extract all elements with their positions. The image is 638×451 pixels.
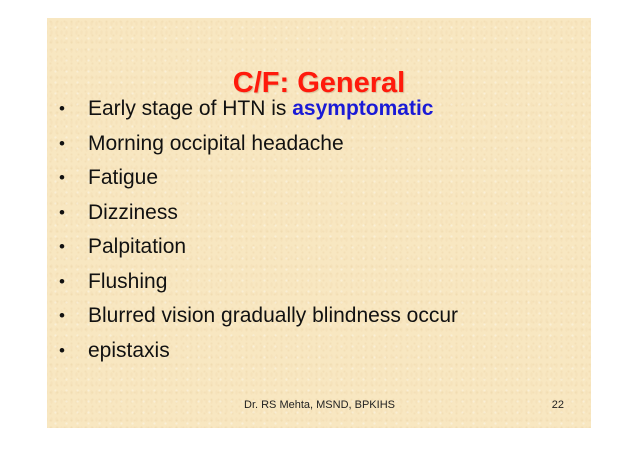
bullet-icon: •	[59, 133, 65, 153]
bullet-text: Palpitation	[88, 235, 187, 258]
bullet-icon: •	[59, 271, 65, 291]
slide	[47, 18, 591, 428]
bullet-text: Fatigue	[88, 166, 159, 189]
bullet-list	[47, 92, 591, 368]
bullet-emphasis: asymptomatic	[292, 97, 434, 120]
bullet-icon: •	[59, 340, 65, 360]
bullet-icon: •	[59, 306, 65, 325]
slide-title: C/F: General	[232, 67, 406, 99]
list-item	[47, 265, 591, 300]
list-item	[47, 127, 591, 162]
bullet-text-plain: Early stage of HTN is	[88, 97, 293, 120]
bullet-text: Morning occipital headache	[88, 131, 344, 155]
bullet-icon: •	[59, 202, 65, 222]
bullet-icon: •	[59, 99, 65, 118]
bullet-icon: •	[59, 168, 65, 187]
list-item	[47, 161, 591, 196]
list-item	[47, 92, 591, 127]
bullet-text: Blurred vision gradually blindness occur	[88, 304, 459, 327]
list-item	[47, 299, 591, 334]
list-item	[47, 334, 591, 369]
bullet-text	[88, 92, 433, 127]
bullet-text: Dizziness	[88, 200, 178, 224]
list-item	[47, 196, 591, 231]
list-item	[47, 230, 591, 265]
bullet-text: Flushing	[88, 269, 168, 293]
slide-footer: Dr. RS Mehta, MSND, BPKIHS	[244, 399, 395, 411]
bullet-text: epistaxis	[88, 338, 170, 362]
page-number: 22	[551, 399, 564, 411]
bullet-icon: •	[59, 237, 65, 256]
